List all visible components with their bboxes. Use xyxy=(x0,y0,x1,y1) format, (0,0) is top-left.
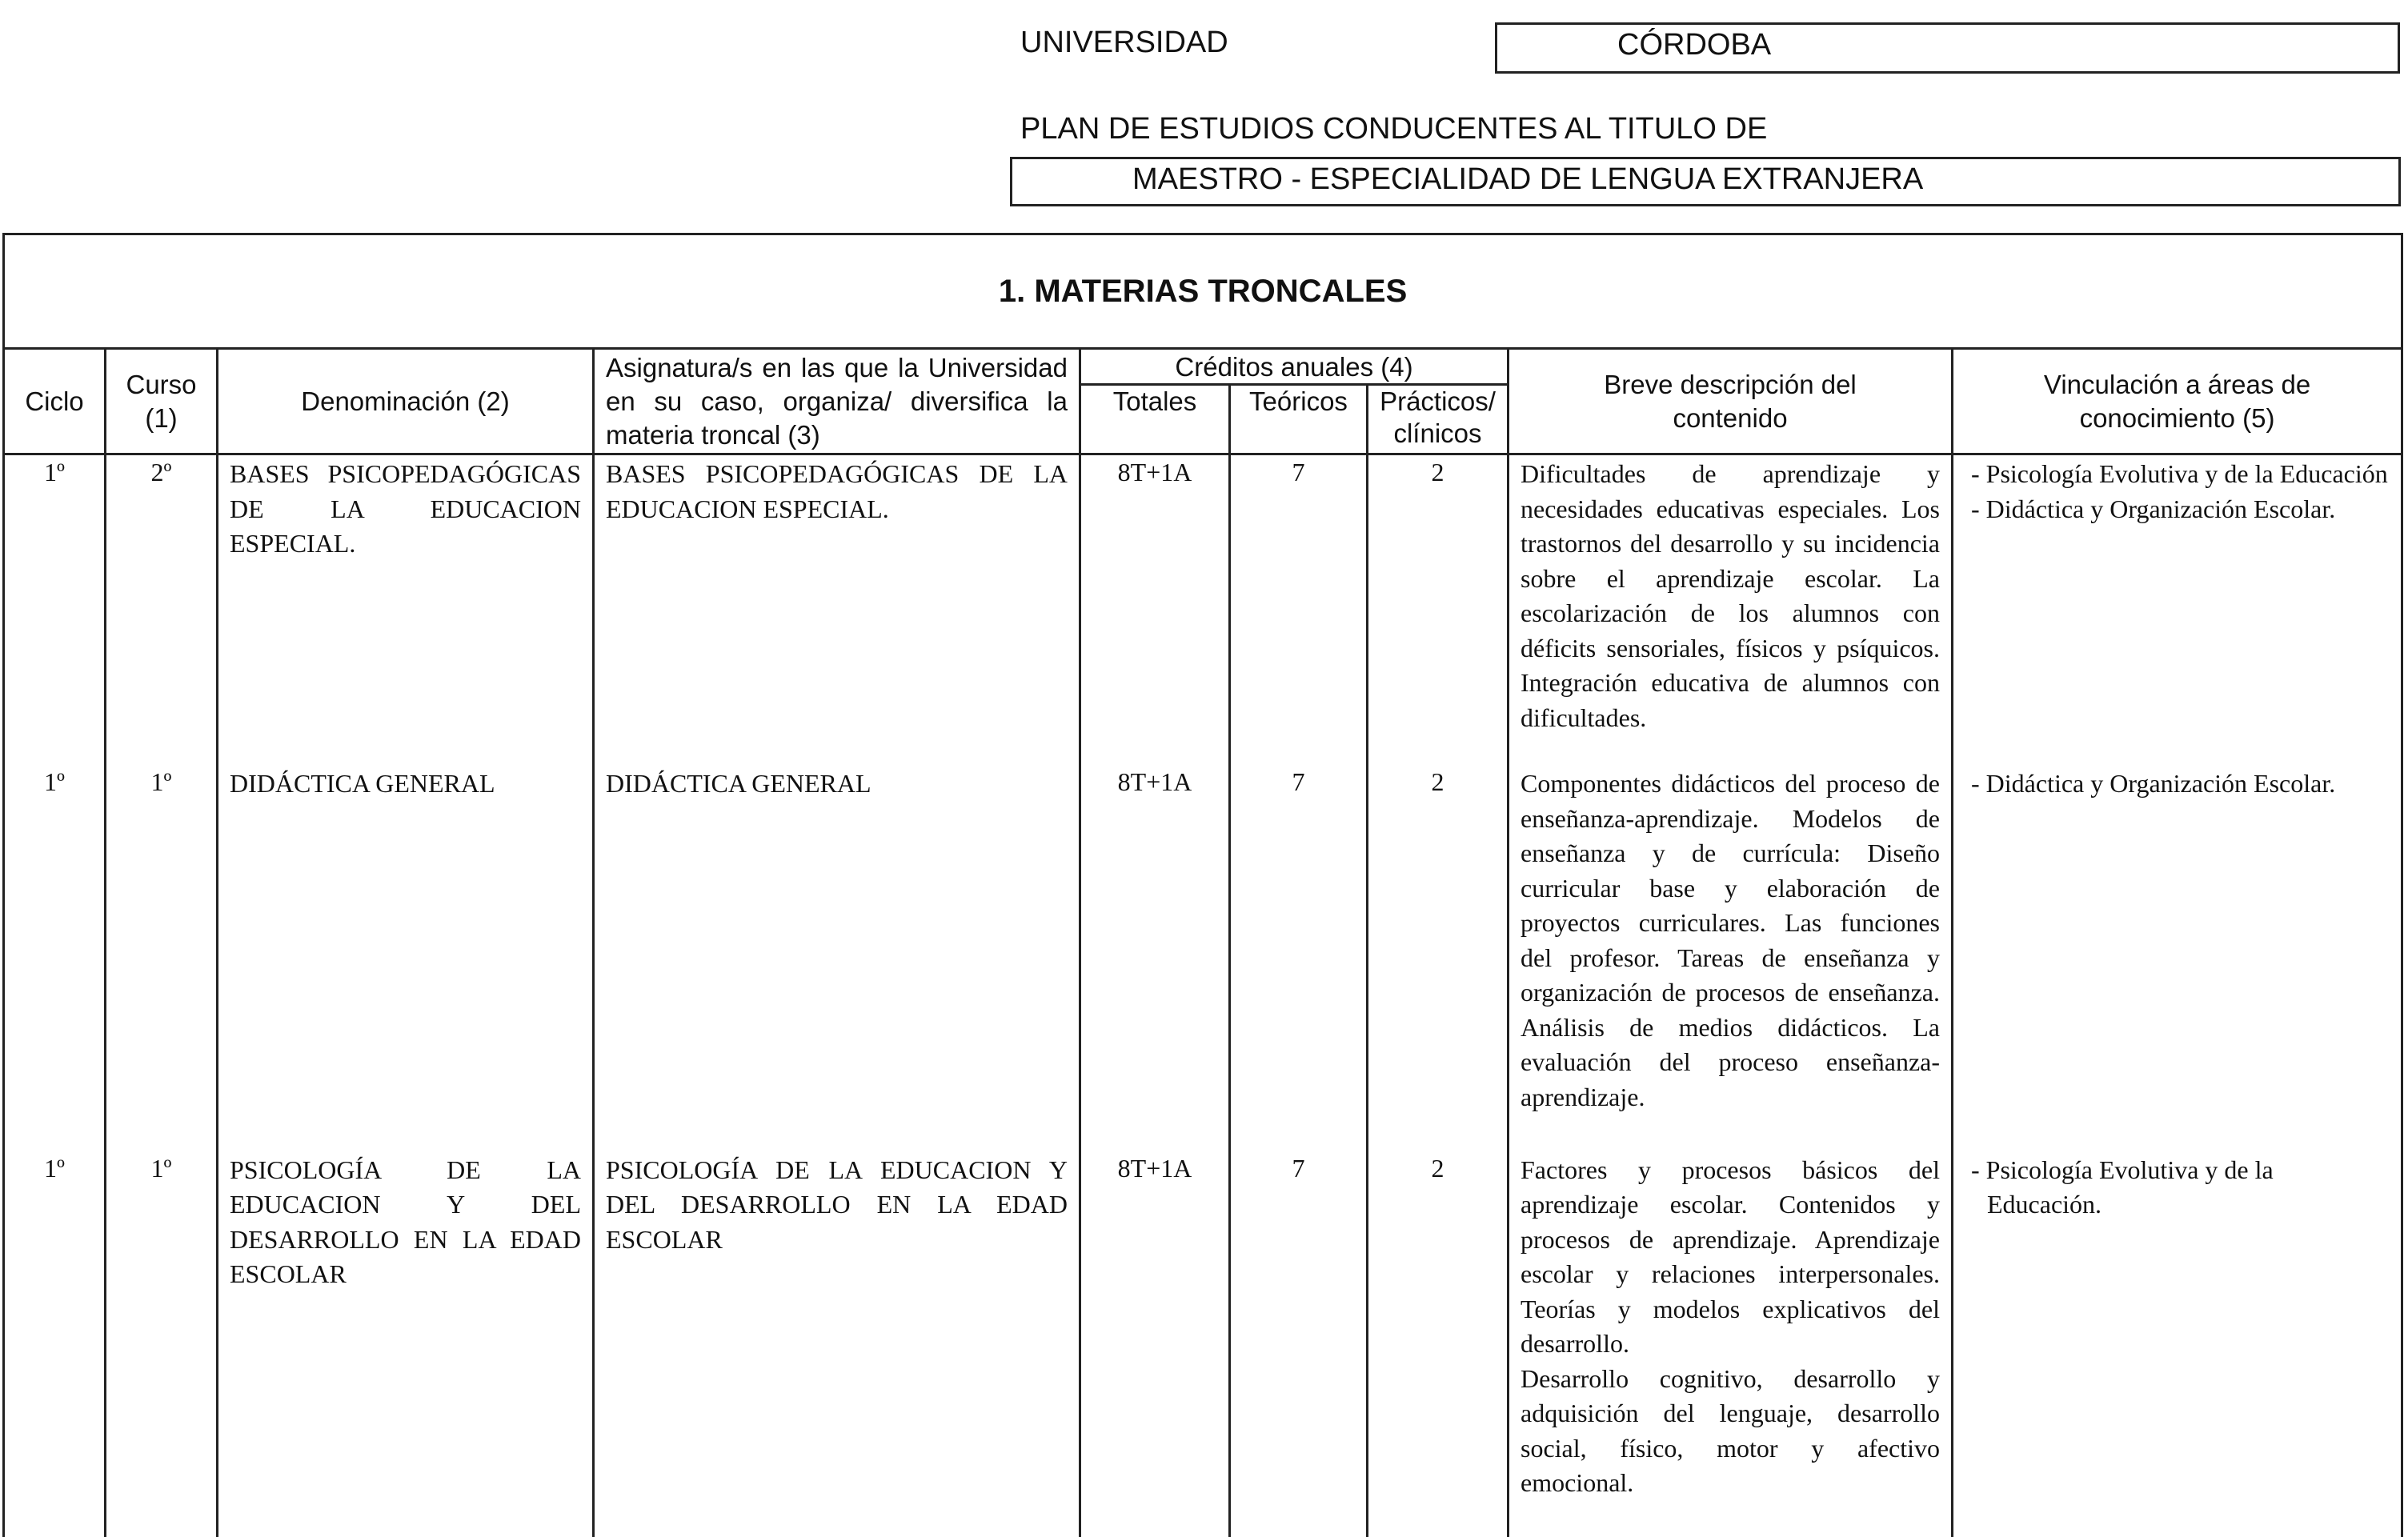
section-title: 1. MATERIAS TRONCALES xyxy=(4,234,2402,349)
vinculacion-item: - Psicología Evolutiva y de la Educación xyxy=(1965,457,2390,492)
col-descripcion: Breve descripción del contenido xyxy=(1509,349,1953,454)
cell-teoricos: 7 xyxy=(1230,765,1368,1151)
cell-asignatura: PSICOLOGÍA DE LA EDUCACION Y DEL DESARROLLO EN LA EDAD ESCOLAR xyxy=(594,1151,1080,1537)
vinculacion-item: - Didáctica y Organización Escolar. xyxy=(1965,492,2390,527)
descripcion-paragraph: Desarrollo cognitivo, desarrollo y adquisición del lenguaje, desarrollo social, físico, motor y afectivo emocional. xyxy=(1521,1362,1940,1501)
vinculacion-item: - Psicología Evolutiva y de la Educación. xyxy=(1965,1153,2390,1223)
col-totales: Totales xyxy=(1080,385,1230,454)
cell-ciclo: 1º xyxy=(4,1151,106,1537)
col-denominacion: Denominación (2) xyxy=(218,349,594,454)
cell-curso: 2º xyxy=(106,454,218,766)
plan-label: PLAN DE ESTUDIOS CONDUCENTES AL TITULO DE xyxy=(1020,114,1767,144)
cell-vinculacion xyxy=(1953,765,2402,1151)
cell-descripcion xyxy=(1509,1151,1953,1537)
cell-totales: 8T+1A xyxy=(1080,1151,1230,1537)
table-row xyxy=(4,1151,2402,1537)
cell-curso: 1º xyxy=(106,1151,218,1537)
col-curso: Curso (1) xyxy=(106,349,218,454)
cell-teoricos: 7 xyxy=(1230,454,1368,766)
cell-denominacion: DIDÁCTICA GENERAL xyxy=(218,765,594,1151)
cell-denominacion: PSICOLOGÍA DE LA EDUCACION Y DEL DESARROLLO EN LA EDAD ESCOLAR xyxy=(218,1151,594,1537)
descripcion-paragraph: Factores y procesos básicos del aprendizaje escolar. Contenidos y procesos de aprendizaje. Aprendizaje escolar y relaciones interpersonales. Teorías y modelos explicativos del desarrollo. xyxy=(1521,1153,1940,1362)
cell-totales: 8T+1A xyxy=(1080,454,1230,766)
cell-curso: 1º xyxy=(106,765,218,1151)
cell-totales: 8T+1A xyxy=(1080,765,1230,1151)
col-vinculacion: Vinculación a áreas de conocimiento (5) xyxy=(1953,349,2402,454)
cell-descripcion: Componentes didácticos del proceso de enseñanza-aprendizaje. Modelos de enseñanza y de currícula: Diseño curricular base y elaboración de proyectos curriculares. Las funciones del profesor. Tareas de enseñanza y organización de procesos de enseñanza. Análisis de medios didácticos. La evaluación del proceso enseñanza-aprendizaje. xyxy=(1509,765,1953,1151)
cell-practicos: 2 xyxy=(1368,1151,1509,1537)
cell-practicos: 2 xyxy=(1368,454,1509,766)
table-row xyxy=(4,454,2402,766)
cell-practicos: 2 xyxy=(1368,765,1509,1151)
cell-ciclo: 1º xyxy=(4,454,106,766)
materias-troncales-table xyxy=(2,233,2403,1537)
titulo-value-box: MAESTRO - ESPECIALIDAD DE LENGUA EXTRANJERA xyxy=(1010,157,2401,206)
cell-denominacion: BASES PSICOPEDAGÓGICAS DE LA EDUCACION ESPECIAL. xyxy=(218,454,594,766)
vinculacion-item: - Didáctica y Organización Escolar. xyxy=(1965,766,2390,802)
col-practicos: Prácticos/ clínicos xyxy=(1368,385,1509,454)
table-row xyxy=(4,765,2402,1151)
cell-asignatura: DIDÁCTICA GENERAL xyxy=(594,765,1080,1151)
universidad-value-box: CÓRDOBA xyxy=(1495,22,2400,74)
col-creditos: Créditos anuales (4) xyxy=(1080,349,1509,385)
cell-asignatura: BASES PSICOPEDAGÓGICAS DE LA EDUCACION ESPECIAL. xyxy=(594,454,1080,766)
col-teoricos: Teóricos xyxy=(1230,385,1368,454)
col-asignaturas: Asignatura/s en las que la Universidad en su caso, organiza/ diversifica la materia troncal (3) xyxy=(594,349,1080,454)
universidad-label: UNIVERSIDAD xyxy=(1020,27,1228,58)
cell-vinculacion xyxy=(1953,1151,2402,1537)
cell-teoricos: 7 xyxy=(1230,1151,1368,1537)
cell-vinculacion xyxy=(1953,454,2402,766)
col-ciclo: Ciclo xyxy=(4,349,106,454)
cell-ciclo: 1º xyxy=(4,765,106,1151)
cell-descripcion: Dificultades de aprendizaje y necesidades educativas especiales. Los trastornos del desarrollo y su incidencia sobre el aprendizaje escolar. La escolarización de los alumnos con déficits sensoriales, físicos y psíquicos. Integración educativa de alumnos con dificultades. xyxy=(1509,454,1953,766)
